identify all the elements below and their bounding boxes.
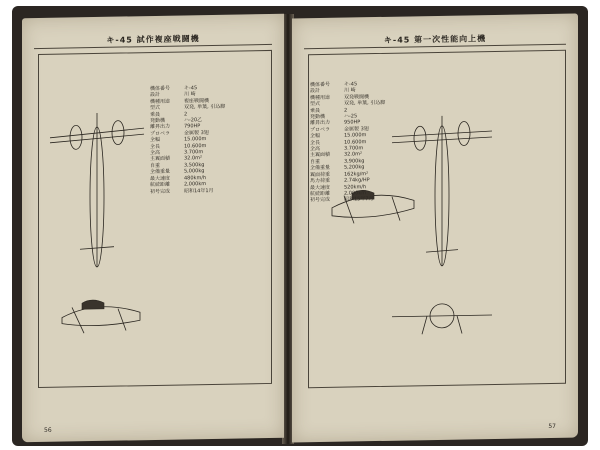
spec-row: 全長 10.600m xyxy=(310,138,367,146)
spec-row: 初号完成 昭和14年1月 xyxy=(150,187,214,195)
spec-row: プロペラ 金属製 3翅 xyxy=(150,129,209,137)
spec-row: 航続距離 2,000km xyxy=(150,181,207,189)
spec-row: 主翼面積 32.0m² xyxy=(150,155,203,163)
spec-row: 機体番号 キ-45 xyxy=(310,81,358,89)
spec-row: 全幅 15.000m xyxy=(310,132,367,140)
spec-row: 全長 10.600m xyxy=(150,142,207,150)
spec-row: 初号完成 昭和15年7月 xyxy=(310,196,374,204)
spec-table-right xyxy=(310,80,430,204)
spec-row: 発動機 ハ-20乙 xyxy=(150,117,203,125)
spec-row: 発動機 ハ-25 xyxy=(310,113,358,121)
spec-table-left xyxy=(150,84,270,195)
spec-row: 最大速度 520km/h xyxy=(310,183,367,191)
left-page xyxy=(22,14,284,443)
left-page-number: 56 xyxy=(44,426,52,434)
spec-row: 機体番号 キ-45 xyxy=(150,85,198,93)
spec-row: 離昇出力 950HP xyxy=(310,119,361,127)
spec-row: 全幅 15.000m xyxy=(150,136,207,144)
spec-row: 主翼面積 32.0m² xyxy=(310,151,363,159)
spec-row: 乗員 2 xyxy=(310,107,348,114)
spec-row: 機種用途 複座戦闘機 xyxy=(150,97,210,105)
left-body-text xyxy=(40,358,270,422)
right-page xyxy=(292,14,578,443)
spec-row: 全備重量 5,000kg xyxy=(150,168,205,176)
spec-row: 全高 3.700m xyxy=(150,149,204,157)
spec-row: 自重 3,500kg xyxy=(150,161,205,169)
right-page-number: 57 xyxy=(548,422,556,431)
spec-row: 全備重量 5,200kg xyxy=(310,164,365,172)
spec-row: 航続距離 2,000km xyxy=(310,190,367,198)
spec-row: プロペラ 金属製 3翅 xyxy=(310,125,369,134)
right-page-title: キ-45 第一次性能向上機 xyxy=(383,34,487,45)
spec-row: 型式 双発, 単葉, 引込脚 xyxy=(150,103,226,112)
spec-row: 設計 川 崎 xyxy=(310,87,356,95)
spec-row: 最大速度 480km/h xyxy=(150,174,207,182)
right-body-text xyxy=(310,350,564,414)
spec-row: 型式 双発, 単葉, 引込脚 xyxy=(310,100,386,108)
spec-row: 機種用途 双発戦闘機 xyxy=(310,93,370,101)
left-page-title: キ-45 試作複座戦闘機 xyxy=(106,34,200,45)
spec-row: 乗員 2 xyxy=(150,111,188,118)
spec-row: 自重 3,900kg xyxy=(310,158,365,166)
spec-row: 離昇出力 790HP xyxy=(150,123,201,131)
spec-row: 馬力荷重 2.74kg/HP xyxy=(310,177,370,185)
spec-row: 全高 3.700m xyxy=(310,145,364,153)
spec-row: 設計 川 崎 xyxy=(150,91,196,99)
spec-row: 翼面荷重 162kg/m² xyxy=(310,170,369,178)
open-book xyxy=(12,6,588,446)
